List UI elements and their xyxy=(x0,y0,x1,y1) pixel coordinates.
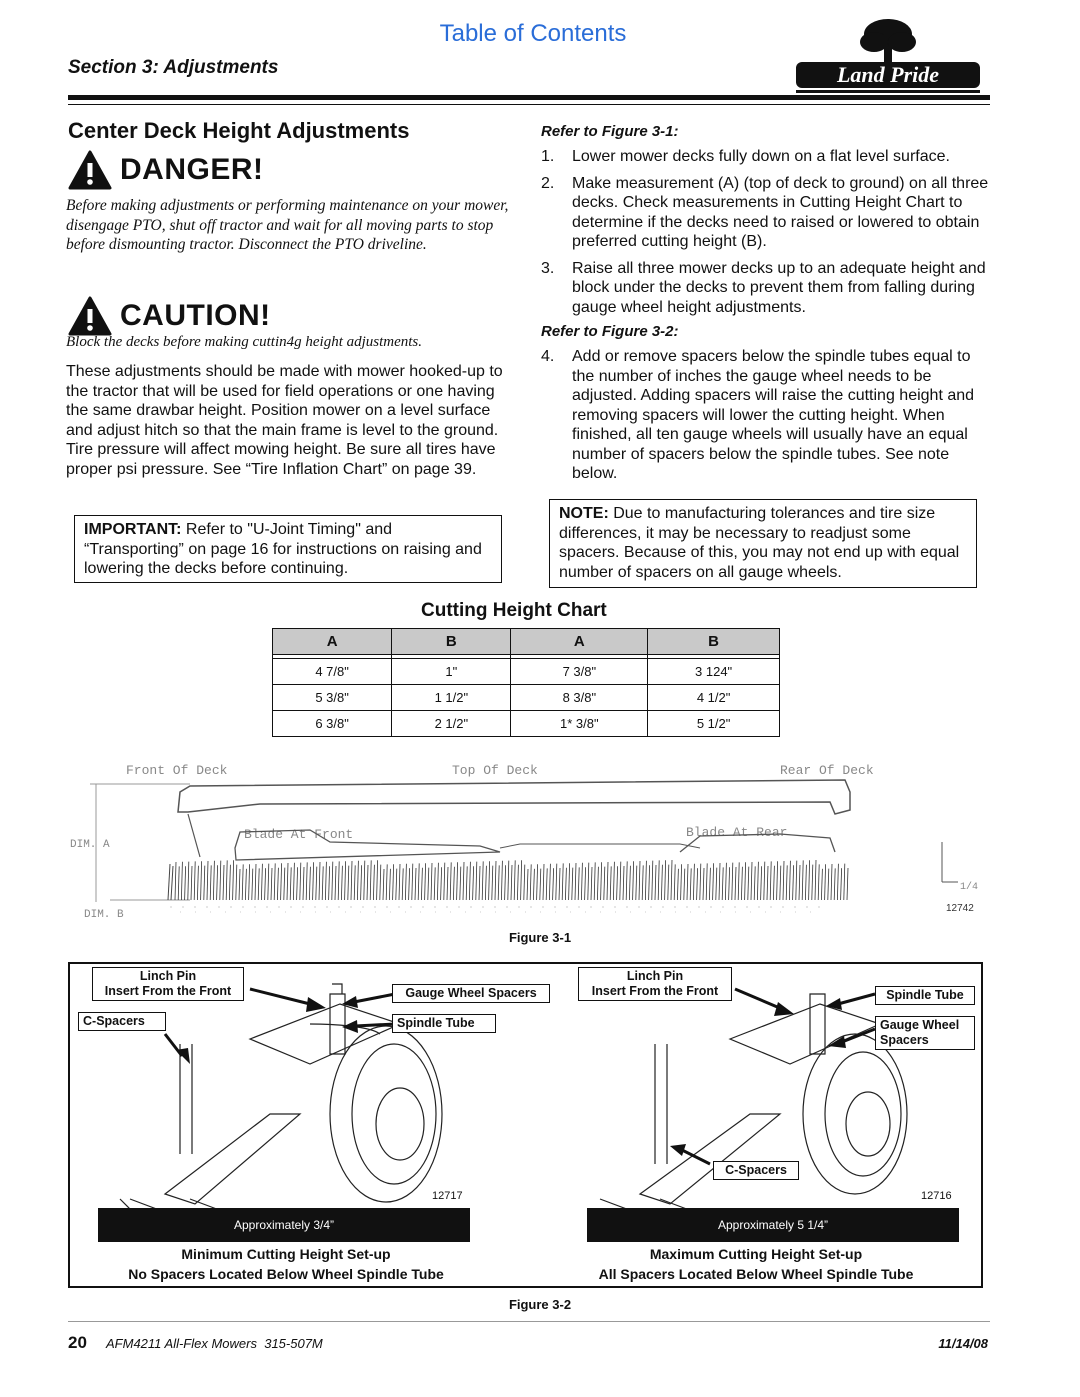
part-number-right: 12716 xyxy=(921,1190,952,1202)
refer-figure-3-2: Refer to Figure 3-2: xyxy=(541,323,679,340)
important-box xyxy=(74,515,502,583)
blade-at-front-label: Blade At Front xyxy=(244,827,354,842)
header-rule xyxy=(68,95,990,100)
danger-word: DANGER! xyxy=(120,153,264,186)
figure-3-2-frame xyxy=(68,962,983,1288)
refer-figure-3-1: Refer to Figure 3-1: xyxy=(541,123,679,140)
figure-3-2-caption: Figure 3-2 xyxy=(508,1297,572,1312)
c-spacers-callout-left: C-Spacers xyxy=(78,1012,166,1031)
dim-a-label: DIM. A xyxy=(70,839,110,851)
top-of-deck-label: Top Of Deck xyxy=(452,763,538,778)
gauge-wheel-spacers-callout-right: Gauge Wheel Spacers xyxy=(875,1016,975,1050)
steps-list-2 xyxy=(541,347,989,491)
col-header: B xyxy=(392,629,511,655)
approx-bar-left: Approximately 3/4” xyxy=(98,1208,470,1242)
note-box xyxy=(549,499,977,588)
table-of-contents-link[interactable]: Table of Contents xyxy=(439,20,627,47)
note-text: Due to manufacturing tolerances and tire size differences, it may be necessary to readjust some spacers. Because of this, you may not end up with equal number of spacers on all gauge wheels. xyxy=(559,505,960,581)
caution-text: Block the decks before making cuttin4g height adjustments. xyxy=(66,334,423,350)
caution-banner xyxy=(68,296,271,336)
dim-b-label: DIM. B xyxy=(84,909,124,921)
approx-bar-right: Approximately 5 1/4” xyxy=(587,1208,959,1242)
danger-text: Before making adjustments or performing maintenance on your mower, disengage PTO, shut off tractor and wait for all moving parts to stop before dismounting tractor. Disconnect the PTO driveline. xyxy=(66,197,509,253)
caution-word: CAUTION! xyxy=(120,299,271,332)
front-of-deck-label: Front Of Deck xyxy=(126,763,228,778)
warning-triangle-icon xyxy=(68,296,112,336)
footer-rule xyxy=(68,1321,990,1322)
spindle-tube-callout-right: Spindle Tube xyxy=(875,986,975,1005)
col-header: B xyxy=(648,629,780,655)
table-row: 6 3/8" 2 1/2" 1* 3/8" 5 1/2" xyxy=(273,711,780,737)
land-pride-logo xyxy=(788,16,988,98)
col-header: A xyxy=(511,629,648,655)
c-spacers-callout-right: C-Spacers xyxy=(713,1161,799,1180)
list-item: 2. Make measurement (A) (top of deck to ground) on all three decks. Check measurements in Cutting Height Chart to determine if the decks need to raised or lowered to obtain preferred cutting height (B). xyxy=(541,174,989,250)
header-rule-thin xyxy=(68,104,990,105)
min-cutting-caption: Minimum Cutting Height Set-up No Spacers Located Below Wheel Spindle Tube xyxy=(128,1246,444,1282)
figure-part-number: 12742 xyxy=(946,903,974,914)
page-heading: Center Deck Height Adjustments xyxy=(68,118,410,143)
table-row: 5 3/8" 1 1/2" 8 3/8" 4 1/2" xyxy=(273,685,780,711)
list-item: 4. Add or remove spacers below the spindle tubes equal to the number of inches the gauge wheel needs to be adjusted. Adding spacers will raise the cutting height and removing spacers will lower the cutting height. When finished, all ten gauge wheels will usually have an equal number of spacers below the spindle tubes. See note below. xyxy=(541,348,975,482)
figure-3-1-caption: Figure 3-1 xyxy=(508,930,572,945)
footer-manual: AFM4211 All-Flex Mowers 315-507M xyxy=(106,1336,323,1351)
list-item: 3. Raise all three mower decks up to an adequate height and block under the decks to prevent them from falling during gauge wheel height adjustments. xyxy=(541,259,986,316)
adjustment-paragraph: These adjustments should be made with mower hooked-up to the tractor that will be used for field operations or one having the same drawbar height. Position mower on a level surface and adjust hitch so that the main frame is level to the ground. Tire pressure will affect mowing height. Be sure all tires have proper psi pressure. See “Tire Inflation Chart” on page 39. xyxy=(66,363,503,478)
note-label: NOTE: xyxy=(559,505,609,522)
figure-3-1-diagram xyxy=(60,752,990,927)
important-text: Refer to "U-Joint Timing" and “Transporting” on page 16 for instructions on raising and lowering the decks before continuing. xyxy=(84,521,482,577)
rear-of-deck-label: Rear Of Deck xyxy=(780,763,874,778)
page-number: 20 xyxy=(68,1333,87,1352)
quarter-inch-label: 1/4 xyxy=(960,882,979,893)
cutting-height-table xyxy=(272,628,780,737)
section-title: Section 3: Adjustments xyxy=(68,57,279,78)
max-cutting-caption: Maximum Cutting Height Set-up All Spacers Located Below Wheel Spindle Tube xyxy=(598,1246,914,1282)
gauge-wheel-spacers-callout: Gauge Wheel Spacers xyxy=(392,984,550,1003)
linch-pin-callout-right: Linch Pin Insert From the Front xyxy=(578,967,732,1001)
list-item: 1. Lower mower decks fully down on a flat level surface. xyxy=(541,148,950,165)
danger-banner xyxy=(68,150,264,190)
part-number-left: 12717 xyxy=(432,1190,463,1202)
linch-pin-callout-left: Linch Pin Insert From the Front xyxy=(92,967,244,1001)
table-row: 4 7/8" 1" 7 3/8" 3 124" xyxy=(273,659,780,685)
col-header: A xyxy=(273,629,392,655)
important-label: IMPORTANT: xyxy=(84,521,182,538)
steps-list-1 xyxy=(541,147,989,324)
chart-title: Cutting Height Chart xyxy=(421,600,607,621)
blade-at-rear-label: Blade At Rear xyxy=(686,825,788,840)
logo-wordmark: Land Pride xyxy=(836,62,940,87)
footer-date: 11/14/08 xyxy=(938,1336,988,1351)
spindle-tube-callout-left: Spindle Tube xyxy=(392,1014,496,1033)
warning-triangle-icon xyxy=(68,150,112,190)
